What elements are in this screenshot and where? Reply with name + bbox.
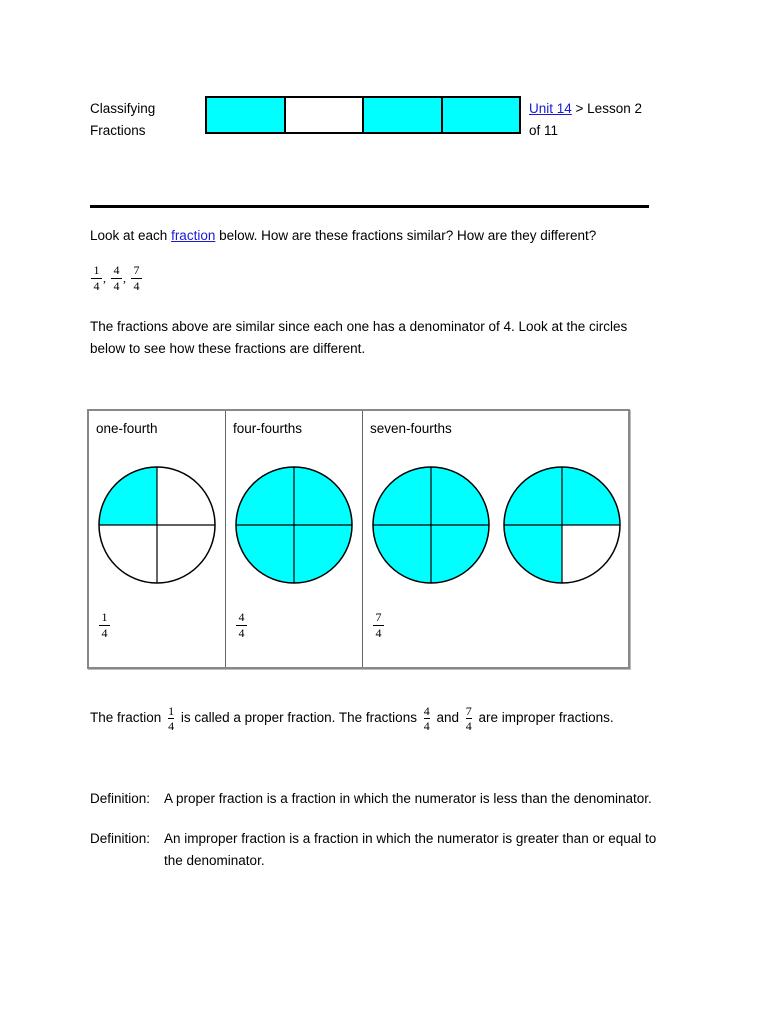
- lesson-title: [90, 98, 155, 142]
- definition-improper: [90, 828, 690, 872]
- lesson-progress-bar: [205, 96, 521, 134]
- classification-statement: [90, 704, 614, 733]
- column-fraction-4-4: $\frac{4}{4}$: [236, 610, 247, 641]
- intro-question: [90, 225, 670, 247]
- inline-fraction-4-4: $\frac{4}{4}$: [423, 704, 430, 733]
- progress-segment-1: [207, 98, 286, 132]
- statement-text: The fraction: [90, 710, 162, 726]
- definition-label: Definition:: [90, 791, 151, 806]
- progress-segment-4: [443, 98, 520, 132]
- circle-3-1-quadrant-top-right: [431, 467, 489, 525]
- fraction-circles: [89, 411, 628, 667]
- unit-link[interactable]: Unit 14: [529, 101, 572, 116]
- definition-proper: [90, 788, 690, 810]
- column-fraction-7-4: $\frac{7}{4}$: [373, 610, 384, 641]
- header-divider: [90, 205, 649, 208]
- similarity-explanation: The fractions above are similar since each one has a denominator of 4. Look at the circles below to see how these fractions are different.: [90, 319, 628, 356]
- definition-label: Definition:: [90, 831, 151, 846]
- statement-text: are improper fractions.: [478, 710, 614, 726]
- circle-2-1-quadrant-bottom-right: [294, 525, 352, 583]
- circle-3-2-quadrant-top-right: [562, 467, 620, 525]
- statement-text: and: [436, 710, 460, 726]
- circle-1-1-quadrant-top-right: [157, 467, 215, 525]
- intro-text-after: below. How are these fractions similar? How are they different?: [215, 228, 597, 243]
- intro-text-before: Look at each: [90, 228, 172, 243]
- circle-2-1-quadrant-top-left: [236, 467, 294, 525]
- fraction-list: $\frac{1}{4}$ , $\frac{4}{4}$ , $\frac{7}{4}$: [91, 263, 142, 294]
- definition-text: A proper fraction is a fraction in which the numerator is less than the denominator.: [164, 791, 652, 806]
- circle-3-2-quadrant-bottom-left: [504, 525, 562, 583]
- circle-1-1-quadrant-bottom-right: [157, 525, 215, 583]
- circle-3-1-quadrant-top-left: [373, 467, 431, 525]
- breadcrumb-lesson-count: of 11: [529, 123, 559, 138]
- circle-1-1-quadrant-bottom-left: [99, 525, 157, 583]
- breadcrumb-separator: >: [571, 101, 588, 116]
- fraction-link[interactable]: fraction: [171, 228, 216, 243]
- progress-segment-2: [286, 98, 365, 132]
- fraction-circles-table: [87, 409, 630, 669]
- circle-3-1-quadrant-bottom-left: [373, 525, 431, 583]
- circle-2-1-quadrant-bottom-left: [236, 525, 294, 583]
- statement-text: is called a proper fraction. The fractions: [180, 710, 417, 726]
- inline-fraction-1-4: $\frac{1}{4}$: [168, 704, 175, 733]
- fraction-4-4: $\frac{4}{4}$: [111, 263, 122, 294]
- circle-3-2-quadrant-bottom-right: [562, 525, 620, 583]
- column-label-seven-fourths: seven-fourths: [370, 421, 452, 436]
- circle-1-1-quadrant-top-left: [99, 467, 157, 525]
- column-fraction-1-4: $\frac{1}{4}$: [99, 610, 110, 641]
- lesson-title-line2: Fractions: [90, 123, 146, 138]
- circle-3-2-quadrant-top-left: [504, 467, 562, 525]
- fraction-7-4: $\frac{7}{4}$: [131, 263, 142, 294]
- circle-3-1-quadrant-bottom-right: [431, 525, 489, 583]
- circle-2-1-quadrant-top-right: [294, 467, 352, 525]
- breadcrumb: [529, 98, 642, 142]
- column-label-one-fourth: one-fourth: [96, 421, 158, 436]
- inline-fraction-7-4: $\frac{7}{4}$: [465, 704, 472, 733]
- progress-segment-3: [364, 98, 443, 132]
- column-label-four-fourths: four-fourths: [233, 421, 303, 436]
- breadcrumb-lesson: Lesson 2: [587, 101, 642, 116]
- fraction-1-4: $\frac{1}{4}$: [91, 263, 102, 294]
- definition-text: An improper fraction is a fraction in which the numerator is greater than or equal to the denominator.: [164, 831, 657, 868]
- lesson-title-line1: Classifying: [90, 101, 156, 116]
